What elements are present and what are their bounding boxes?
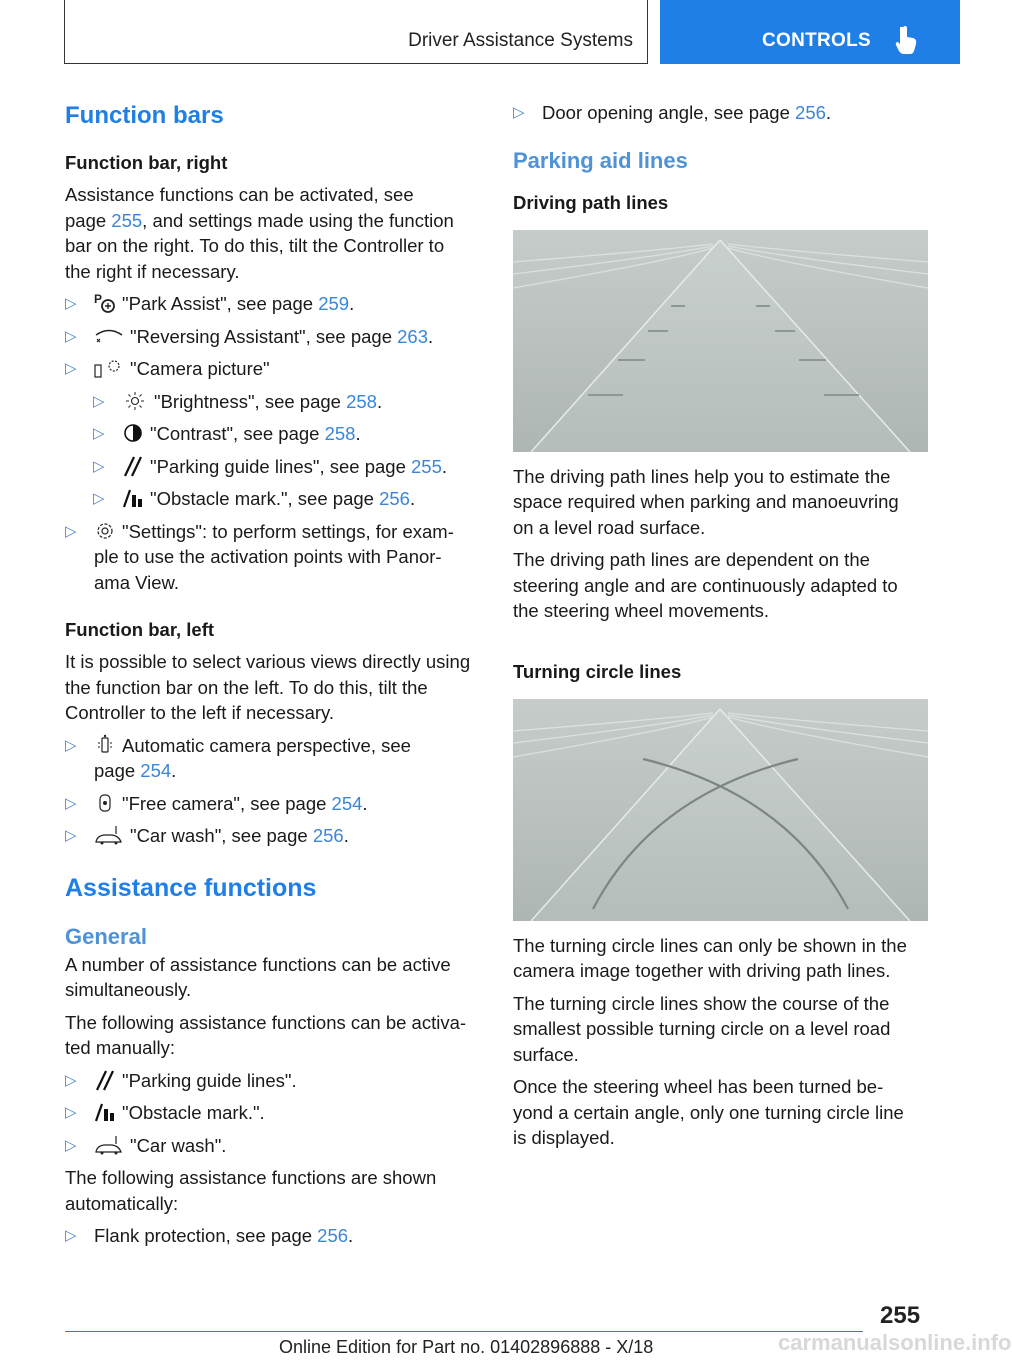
triangle-bullet-icon: ▷: [65, 1104, 77, 1121]
contrast-icon: [122, 422, 144, 444]
triangle-bullet-icon: ▷: [93, 490, 105, 507]
obstacle-mark-icon: [122, 487, 144, 509]
general-paragraph-2: The following assistance functions can be activa- ted manually:: [65, 1011, 467, 1058]
page-link[interactable]: 254: [331, 792, 363, 814]
turning-circle-lines-heading: Turning circle lines: [513, 660, 682, 682]
turning-circle-paragraph-2: The turning circle lines show the course of the smallest possible turning circle on a level road surface.: [513, 992, 891, 1065]
list-item-manual-obstacle: ▷ "Obstacle mark.".: [65, 1100, 485, 1126]
page-link[interactable]: 256: [379, 488, 410, 509]
car-wash-icon: [94, 1134, 124, 1156]
triangle-bullet-icon: ▷: [65, 736, 77, 754]
list-item-contrast: ▷ "Contrast", see page 258.: [93, 421, 485, 447]
pointing-hand-icon: [896, 25, 918, 55]
general-paragraph-1: A number of assistance functions can be active simultaneously.: [65, 953, 451, 1000]
page-link[interactable]: 255: [411, 455, 442, 477]
list-item-flank-protection: ▷ Flank protection, see page 256.: [65, 1223, 485, 1249]
list-item-camera-picture: ▷ "Camera picture": [65, 356, 485, 382]
reversing-assistant-icon: [94, 325, 124, 347]
turning-circle-paragraph-1: The turning circle lines can only be shown in the camera image together with driving path lines.: [513, 934, 907, 981]
parking-guide-lines-icon: [94, 1069, 116, 1091]
header-chapter-tab: [660, 0, 960, 64]
triangle-bullet-icon: ▷: [93, 457, 105, 475]
list-item-manual-car-wash: ▷ "Car wash".: [65, 1133, 485, 1159]
automatic-camera-icon: [94, 734, 116, 756]
page-link[interactable]: 259: [318, 293, 350, 314]
page-link[interactable]: 255: [111, 209, 143, 231]
assistance-functions-title: Assistance functions: [65, 873, 317, 902]
list-item-automatic-camera: ▷ Automatic camera perspective, see page 254.: [65, 734, 411, 781]
page-link[interactable]: 263: [397, 325, 429, 347]
brightness-icon: [122, 390, 148, 412]
triangle-bullet-icon: ▷: [65, 1136, 77, 1154]
triangle-bullet-icon: ▷: [65, 295, 77, 312]
function-bar-left-heading: Function bar, left: [65, 619, 215, 640]
list-item-obstacle-mark: ▷ "Obstacle mark.", see page 256.: [93, 486, 485, 512]
free-camera-icon: [94, 792, 116, 814]
page-link[interactable]: 258: [324, 423, 356, 444]
list-item-brightness: ▷ "Brightness", see page 258.: [93, 389, 485, 415]
triangle-bullet-icon: ▷: [65, 327, 77, 345]
triangle-bullet-icon: ▷: [65, 794, 77, 812]
list-item-reversing-assistant: ▷ "Reversing Assistant", see page 263.: [65, 324, 485, 350]
function-bar-right-intro: Assistance functions can be activated, see page 255, and settings made using the function bar on the right. To do this, tilt the Controller to the right if necessary.: [65, 184, 454, 282]
header-section-tab: [64, 0, 648, 64]
obstacle-mark-icon: [94, 1101, 116, 1123]
watermark: carmanualsonline.info: [778, 1330, 1012, 1355]
turning-circle-lines-image: [513, 699, 928, 921]
footer-divider: [65, 1331, 863, 1332]
driving-path-paragraph-1: The driving path lines help you to estimate the space required when parking and manoeuvring on a level road surface.: [513, 465, 899, 538]
triangle-bullet-icon: ▷: [65, 1071, 77, 1089]
parking-guide-lines-icon: [122, 455, 144, 477]
list-item-door-opening: ▷ Door opening angle, see page 256.: [513, 100, 933, 126]
triangle-bullet-icon: ▷: [93, 425, 105, 442]
left-column: [65, 100, 485, 1249]
page-link[interactable]: 258: [346, 390, 377, 412]
triangle-bullet-icon: ▷: [65, 827, 77, 844]
camera-settings-icon: [94, 357, 124, 379]
list-item-settings: ▷ "Settings": to perform settings, for exam- ple to use the activation points with Panor- ama View.: [65, 520, 454, 593]
list-item-manual-parking-guide: ▷ "Parking guide lines".: [65, 1068, 485, 1094]
page-link[interactable]: 256: [795, 102, 826, 123]
park-assist-icon: [94, 292, 116, 314]
footer-edition: Online Edition for Part no. 01402896888 - X/18: [279, 1337, 654, 1357]
function-bar-left-intro: It is possible to select various views directly using the function bar on the left. To do this, tilt the Controller to the left if necessary.: [65, 651, 471, 723]
general-heading: General: [65, 923, 147, 949]
list-item-parking-guide-lines: ▷ "Parking guide lines", see page 255.: [93, 454, 485, 480]
driving-path-lines-image: [513, 230, 928, 452]
page-link[interactable]: 256: [317, 1225, 349, 1246]
triangle-bullet-icon: ▷: [513, 104, 525, 121]
triangle-bullet-icon: ▷: [65, 360, 77, 377]
triangle-bullet-icon: ▷: [65, 1227, 77, 1244]
header-section-title: Driver Assistance Systems: [408, 30, 633, 51]
function-bars-title: Function bars: [65, 102, 224, 129]
list-item-car-wash: ▷ "Car wash", see page 256.: [65, 823, 485, 849]
list-item-park-assist: ▷ P "Park Assist", see page 259.: [65, 291, 485, 317]
page-number: 255: [880, 1302, 921, 1329]
driving-path-lines-heading: Driving path lines: [513, 191, 669, 213]
triangle-bullet-icon: ▷: [65, 522, 77, 540]
svg-text:P: P: [94, 292, 103, 306]
function-bar-right-heading: Function bar, right: [65, 152, 228, 173]
list-item-free-camera: ▷ "Free camera", see page 254.: [65, 791, 485, 817]
page-link[interactable]: 254: [140, 760, 172, 781]
triangle-bullet-icon: ▷: [93, 392, 105, 410]
parking-aid-lines-title: Parking aid lines: [513, 147, 688, 173]
car-wash-icon: [94, 824, 124, 846]
header-chapter-title: CONTROLS: [762, 30, 872, 51]
driving-path-paragraph-2: The driving path lines are dependent on the steering angle and are continuously adapted to the steering wheel movements.: [513, 549, 898, 621]
page-link[interactable]: 256: [312, 825, 344, 846]
right-column: [513, 100, 933, 1151]
gear-icon: [94, 520, 116, 542]
general-paragraph-3: The following assistance functions are shown automatically:: [65, 1167, 437, 1214]
turning-circle-paragraph-3: Once the steering wheel has been turned be- yond a certain angle, only one turning circle line is displayed.: [513, 1076, 904, 1148]
